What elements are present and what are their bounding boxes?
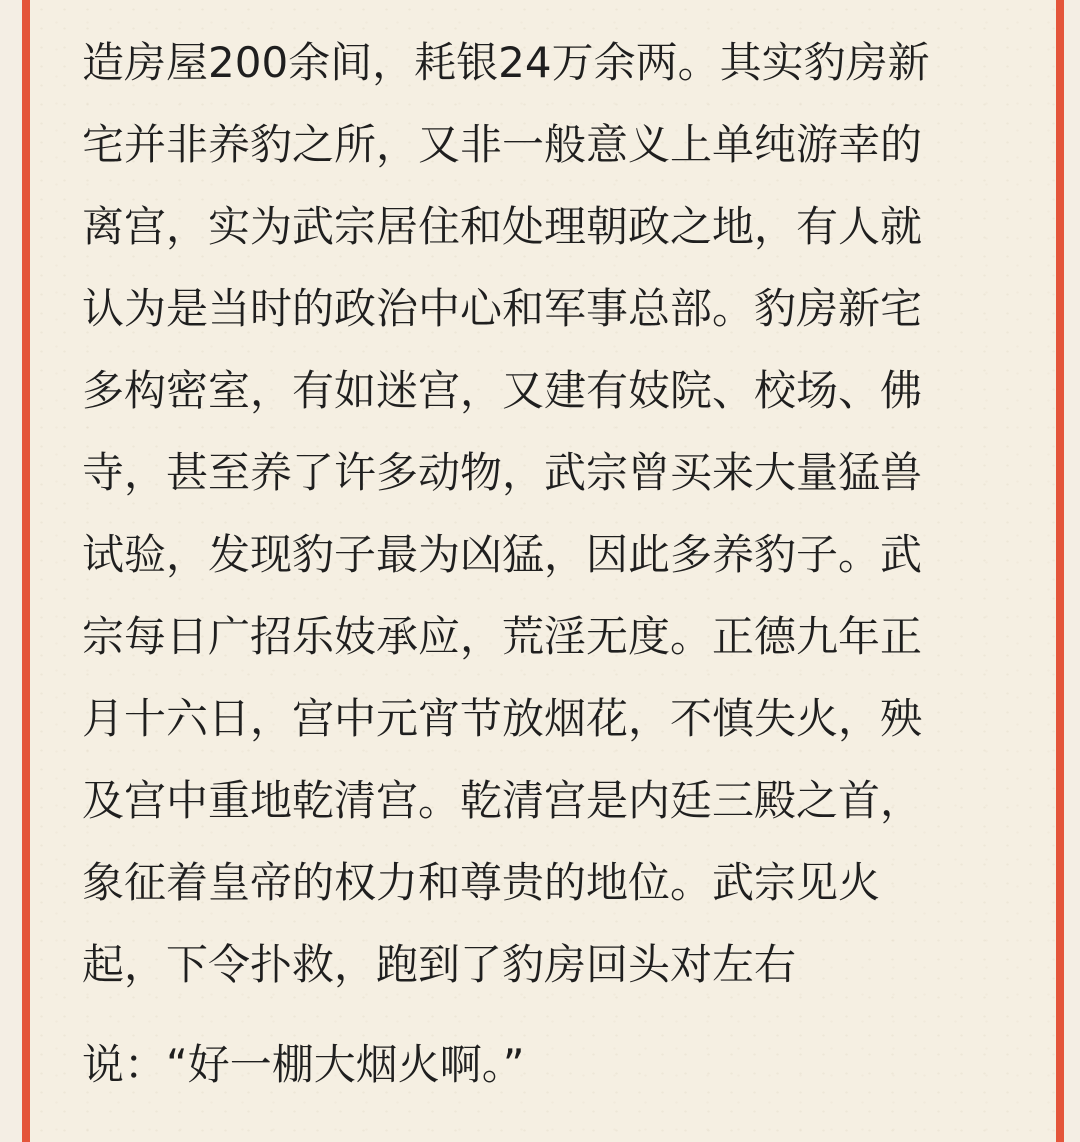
- right-margin: [1064, 0, 1080, 1142]
- text-line-12: 起，下令扑救，跑到了豹房回头对左右: [82, 940, 797, 989]
- text-line-5: 多构密室，有如迷宫，又建有妓院、校场、佛: [82, 366, 923, 415]
- text-line-9: 月十六日，宫中元宵节放烟花，不慎失火，殃: [82, 694, 923, 743]
- text-line-4: 认为是当时的政治中心和军事总部。豹房新宅: [82, 284, 923, 333]
- text-line-1: 造房屋200余间，耗银24万余两。其实豹房新: [82, 38, 930, 87]
- left-red-border: [22, 0, 30, 1142]
- text-line-10: 及宫中重地乾清宫。乾清宫是内廷三殿之首，: [82, 776, 923, 825]
- right-red-border: [1056, 0, 1064, 1142]
- text-line-11: 象征着皇帝的权力和尊贵的地位。武宗见火: [82, 858, 881, 907]
- text-line-2: 宅并非养豹之所，又非一般意义上单纯游幸的: [82, 120, 923, 169]
- article-body: [82, 32, 992, 1116]
- text-line-13: 说：“好一棚大烟火啊。”: [82, 1040, 525, 1089]
- text-line-3: 离宫，实为武宗居住和处理朝政之地，有人就: [82, 202, 923, 251]
- text-line-7: 试验，发现豹子最为凶猛，因此多养豹子。武: [82, 530, 923, 579]
- left-margin: [0, 0, 22, 1142]
- text-line-8: 宗每日广招乐妓承应，荒淫无度。正德九年正: [82, 612, 923, 661]
- text-line-6: 寺，甚至养了许多动物，武宗曾买来大量猛兽: [82, 448, 923, 497]
